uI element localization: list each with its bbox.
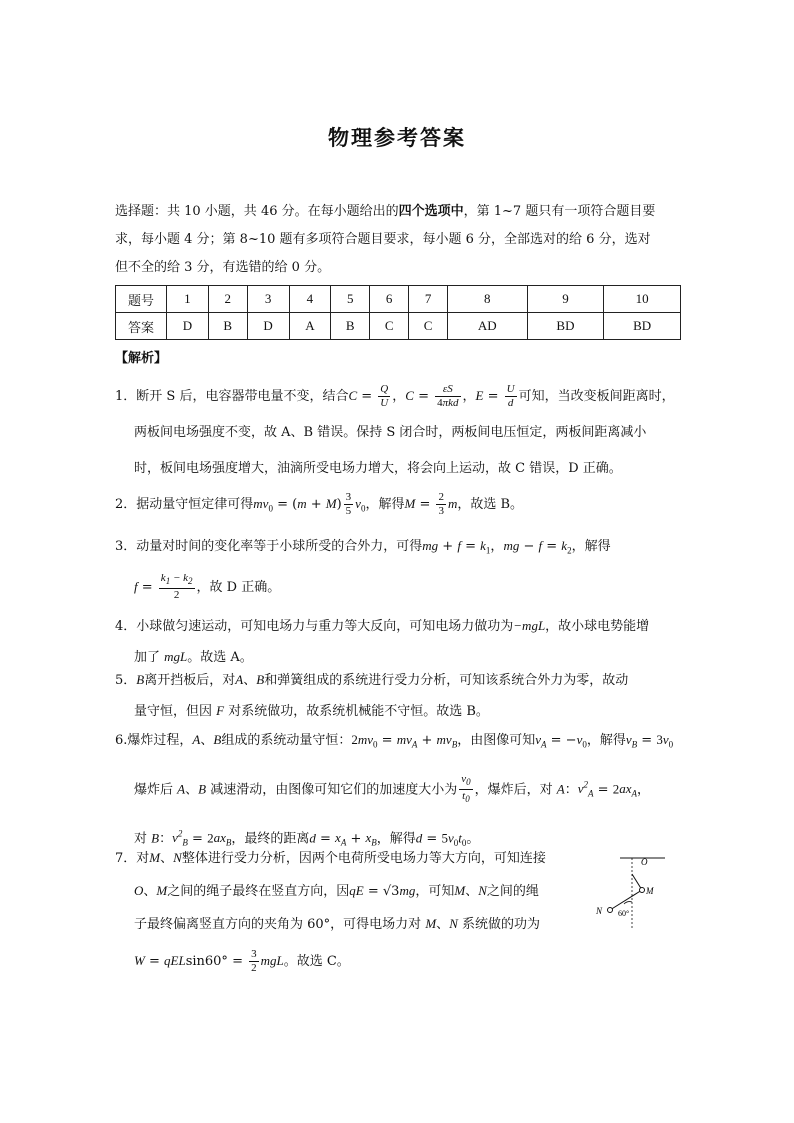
solution-5: 5．B离开挡板后，对A、B和弹簧组成的系统进行受力分析，可知该系统合外力为零，故动 量守恒，但因 F 对系统做功，故系统机械能不守恒。故选 B。 [115,672,629,719]
charge-m [640,888,645,893]
rope-mn [610,890,642,910]
pendulum-diagram [590,852,690,932]
intro-paragraph: 选择题：共 10 小题，共 46 分。在每小题给出的四个选项中，第 1~7 题只有一项符合题目要 求，每小题 4 分；第 8~10 题有多项符合题目要求，每小题 6 分，全部选对的给 6 分，选对 但不全的给 3 分，有选错的给 0 分。 [115,204,656,275]
label-n: N [596,906,603,916]
solution-3: 3．动量对时间的变化率等于小球所受的合外力，可得mg + $f = k_1$，mg − $f = k_2$，解得 f = $\frac{k_1 - k_2}{2}$ ，故 D 正确。 [115,538,611,602]
label-m: M [646,886,654,896]
solution-7: 7．对M、N整体进行受力分析，因两个电荷所受电场力等大方向，可知连接 O、M之间的绳子最终在竖直方向，因qE = √3mg，可知M、N之间的绳 子最终偏离竖直方向的夹角为 60°，可得电场力对 M、N 系统做的功为 W = qELsin60° = $\frac{3}{2}$ mgL。故选 C。 [115,850,546,974]
solution-4: 4．小球做匀速运动，可知电场力与重力等大反向，可知电场力做功为−mgL，故小球电势能增 加了 mgL。故选 A。 [115,618,650,665]
answer-label: 答案 [116,313,167,340]
table-row-numbers: 题号 1 2 3 4 5 6 7 8 9 10 [116,286,681,313]
table-row-answers: 答案 D B D A B C C AD BD BD [116,313,681,340]
solution-6: 6.爆炸过程，A、B组成的系统动量守恒：$2mv_0 = mv_A + mv_B$，由图像可知$v_A = -v_0$，解得$v_B = 3v_0$ 爆炸后 A、B 减速滑动，由图像可知它们的加速度大小为 $\frac{v_0}{t_0}$ ，爆炸后，对 A：$v^2_A = 2ax_A$， 对 B：$v^2_B = 2ax_B$，最终的距离$d = x_A + x_B$，解得$d = 5v_0t_0$。 [115,732,674,848]
charge-n [608,908,613,913]
label-o: O [641,857,648,867]
page-title: 物理参考答案 [328,126,466,150]
answer-table [115,285,681,340]
solution-1: 1．断开 S 后，电容器带电量不变，结合C = $\frac{Q}{U}$ ，C = $\frac{\varepsilon S}{\text{4πkd}}$ ，E = $\frac{U}{d}$ 可知，当改变板间距离时， 两板间电场强度不变，故 A、B 错误。保持 S 闭合时，两板间电压恒定，两板间距离减小 时，板间电场强度增大，油滴所受电场力增大，将会向上运动，故 C 错误，D 正确。 [115,383,675,476]
header-label: 题号 [116,286,167,313]
analysis-heading: 【解析】 [115,351,168,366]
angle-arc [624,902,632,904]
label-angle: 60° [618,909,630,918]
solution-2: 2．据动量守恒定律可得$mv_0 = (m + M)$ $\frac{3}{5}$ $v_0$，解得M = $\frac{2}{3}$ m，故选 B。 [115,491,524,517]
